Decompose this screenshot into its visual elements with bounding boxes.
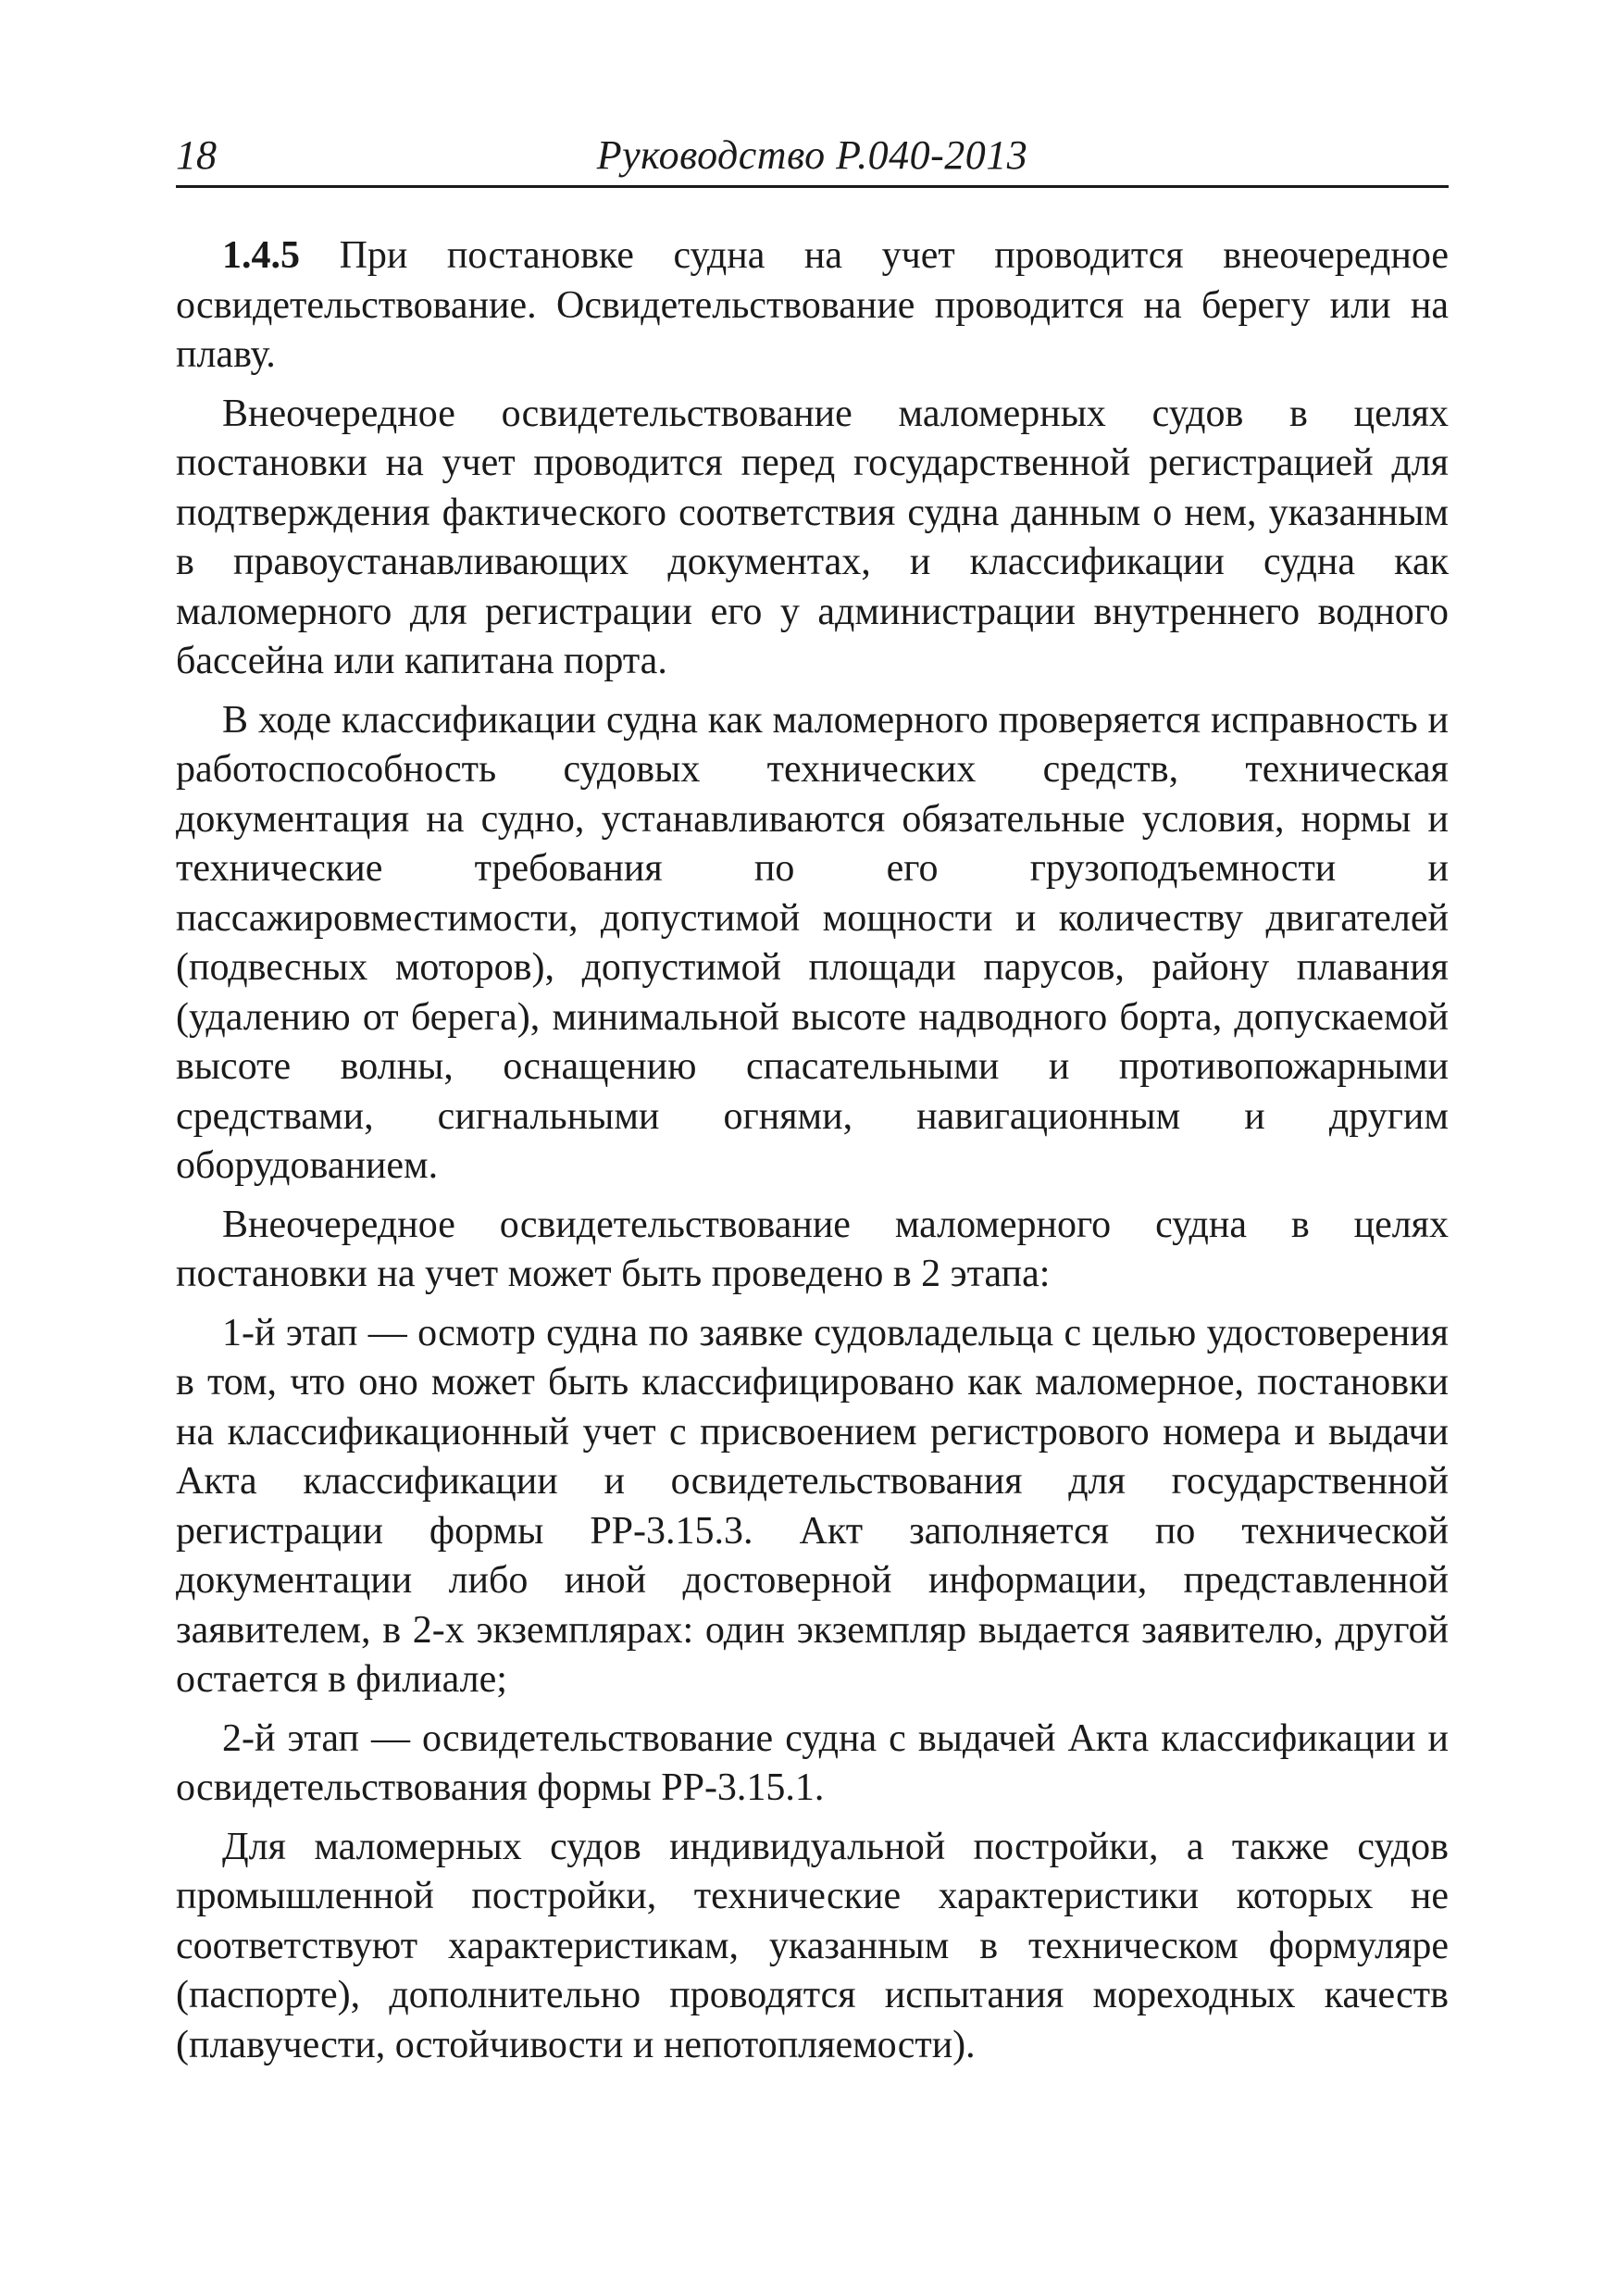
paragraph-1-4-5 bbox=[176, 231, 1449, 381]
section-number: 1.4.5 bbox=[222, 234, 300, 277]
paragraph: В ходе классификации судна как маломерного проверяется исправность и работоспособность судовых технических средств, техническая документация на судно, устанавливаются обязательные условия, нормы и технические требования по его грузоподъемности и пассажировместимости, допустимой мощности и количеству двигателей (подвесных моторов), допустимой площади парусов, району плавания (удалению от берега), минимальной высоте надводного борта, допускаемой высоте волны, оснащению спасательными и противопожарными средствами, сигнальными огнями, навигационным и другим оборудованием. bbox=[176, 698, 1449, 1187]
running-title: Руководство Р.040-2013 bbox=[596, 132, 1028, 178]
page-header bbox=[176, 130, 1449, 188]
paragraph: Для маломерных судов индивидуальной постройки, а также судов промышленной постройки, технические характеристики которых не соответствуют характеристикам, указанным в техническом формуляре (паспорте), дополнительно проводятся испытания мореходных качеств (плавучести, остойчивости и непотопляемости). bbox=[176, 1825, 1449, 2066]
body-text bbox=[176, 231, 1449, 2079]
paragraph-text: При постановке судна на учет проводится внеочередное освидетельствование. Освидетельствование проводится на берегу или на плаву. bbox=[176, 234, 1450, 376]
paragraph: Внеочередное освидетельствование маломерных судов в целях постановки на учет проводится перед государственной регистрацией для подтверждения фактического соответствия судна данным о нем, указанным в правоустанавливающих документах, и классификации судна как маломерного для регистрации его у администрации внутреннего водного бассейна или капитана порта. bbox=[176, 392, 1449, 682]
page-number: 18 bbox=[176, 132, 217, 178]
paragraph-stage-2: 2-й этап — освидетельствование судна с выдачей Акта классификации и освидетельствования формы РР-3.15.1. bbox=[176, 1716, 1449, 1809]
paragraph-stage-1: 1-й этап — осмотр судна по заявке судовладельца с целью удостоверения в том, что оно может быть классифицировано как маломерное, постановки на классификационный учет с присвоением регистрового номера и выдачи Акта классификации и освидетельствования для государственной регистрации формы РР-3.15.3. Акт заполняется по технической документации либо иной достоверной информации, представленной заявителем, в 2-х экземплярах: один экземпляр выдается заявителю, другой остается в филиале; bbox=[176, 1311, 1449, 1701]
paragraph: Внеочередное освидетельствование маломерного судна в целях постановки на учет может быть проведено в 2 этапа: bbox=[176, 1203, 1449, 1295]
